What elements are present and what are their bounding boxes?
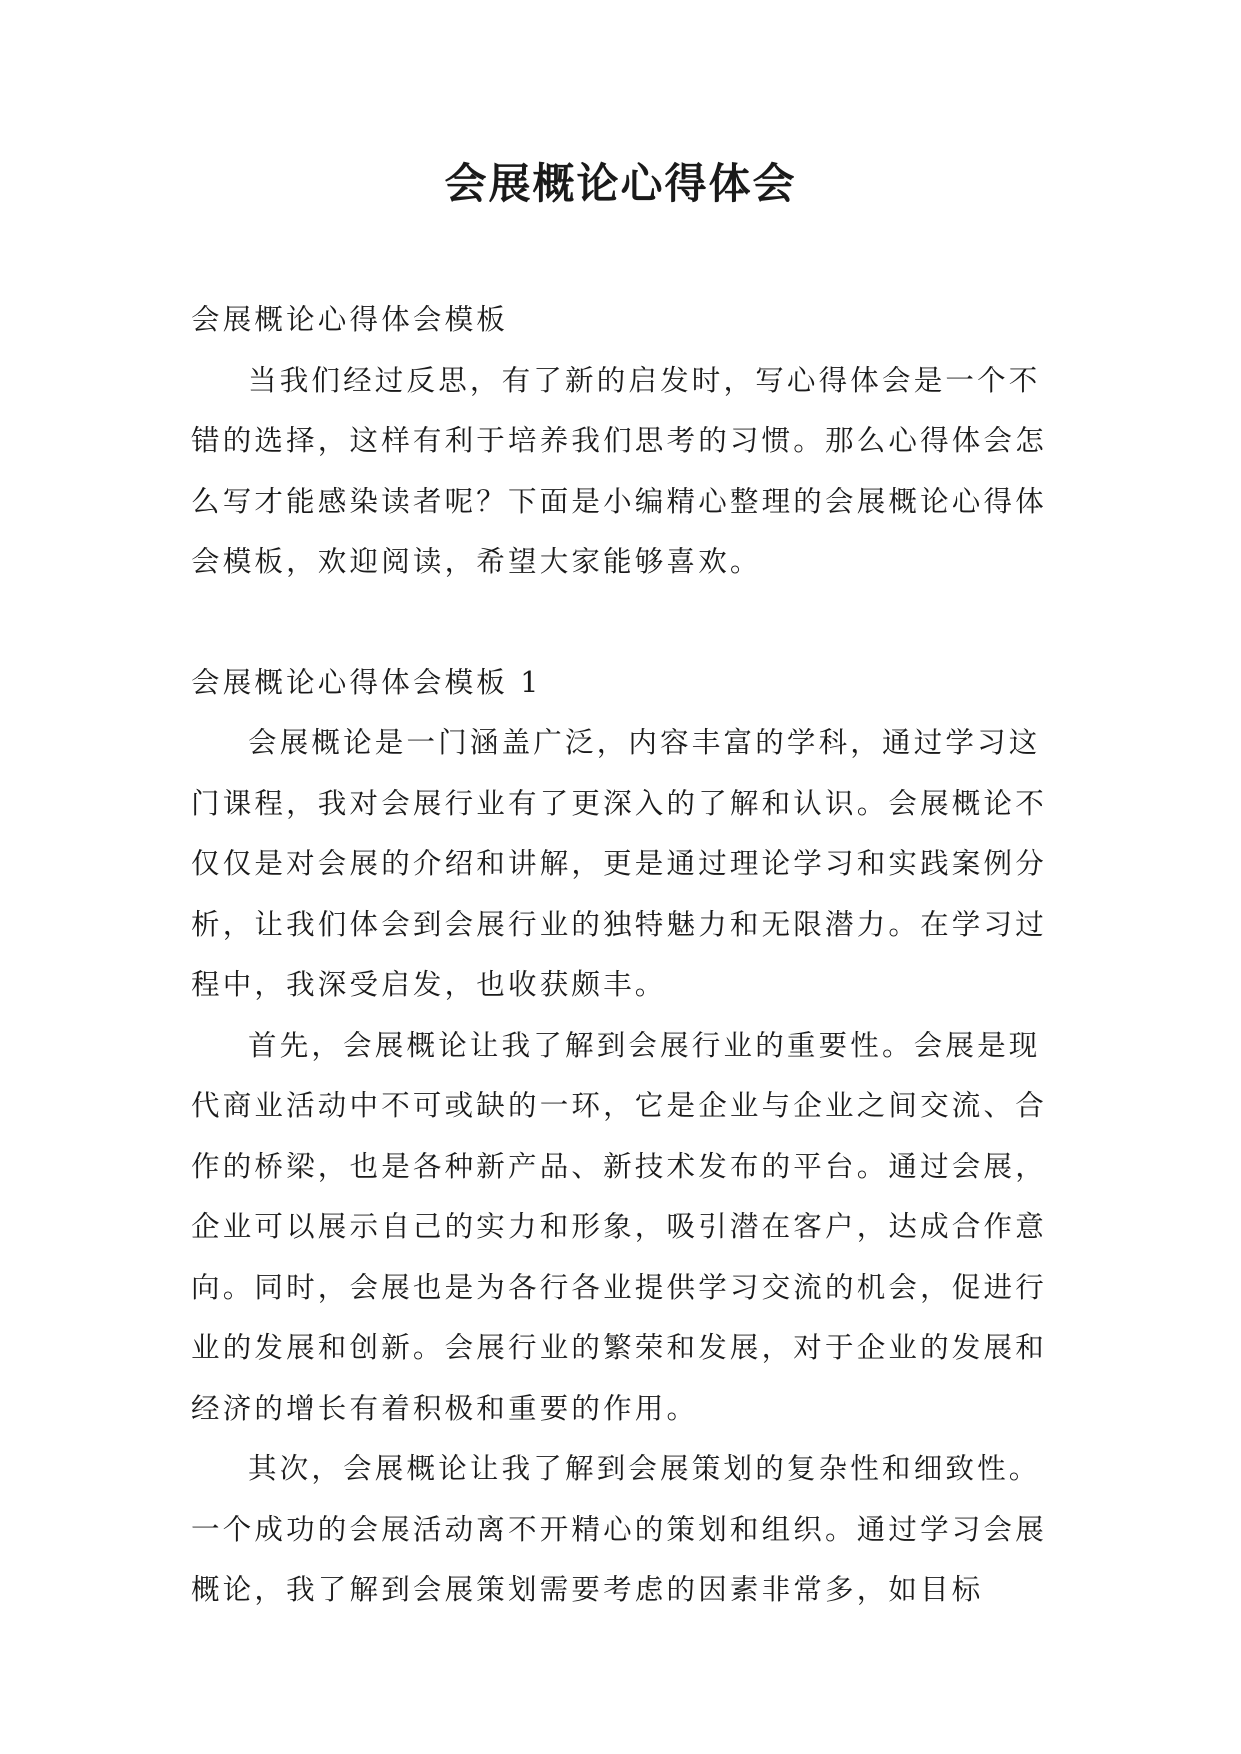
intro-paragraph: 当我们经过反思，有了新的启发时，写心得体会是一个不错的选择，这样有利于培养我们思考的习惯。那么心得体会怎么写才能感染读者呢？下面是小编精心整理的会展概论心得体会模板，欢迎阅读，希望大家能够喜欢。	[191, 363, 1047, 578]
page-title: 会展概论心得体会	[444, 159, 797, 208]
body-paragraph: 其次，会展概论让我了解到会展策划的复杂性和细致性。一个成功的会展活动离不开精心的策划和组织。通过学习会展概论，我了解到会展策划需要考虑的因素非常多，如目标	[191, 1452, 1047, 1606]
body-paragraph: 会展概论是一门涵盖广泛，内容丰富的学科，通过学习这门课程，我对会展行业有了更深入的了解和认识。会展概论不仅仅是对会展的介绍和讲解，更是通过理论学习和实践案例分析，让我们体会到会展行业的独特魅力和无限潜力。在学习过程中，我深受启发，也收获颇丰。	[191, 726, 1047, 1001]
document-body	[191, 290, 1051, 1621]
section-spacer	[191, 593, 1051, 653]
document-subtitle: 会展概论心得体会模板	[191, 303, 509, 336]
section-heading: 会展概论心得体会模板 1	[191, 665, 542, 699]
body-paragraph: 首先，会展概论让我了解到会展行业的重要性。会展是现代商业活动中不可或缺的一环，它是企业与企业之间交流、合作的桥梁，也是各种新产品、新技术发布的平台。通过会展，企业可以展示自己的实力和形象，吸引潜在客户，达成合作意向。同时，会展也是为各行各业提供学习交流的机会，促进行业的发展和创新。会展行业的繁荣和发展，对于企业的发展和经济的增长有着积极和重要的作用。	[191, 1028, 1047, 1425]
